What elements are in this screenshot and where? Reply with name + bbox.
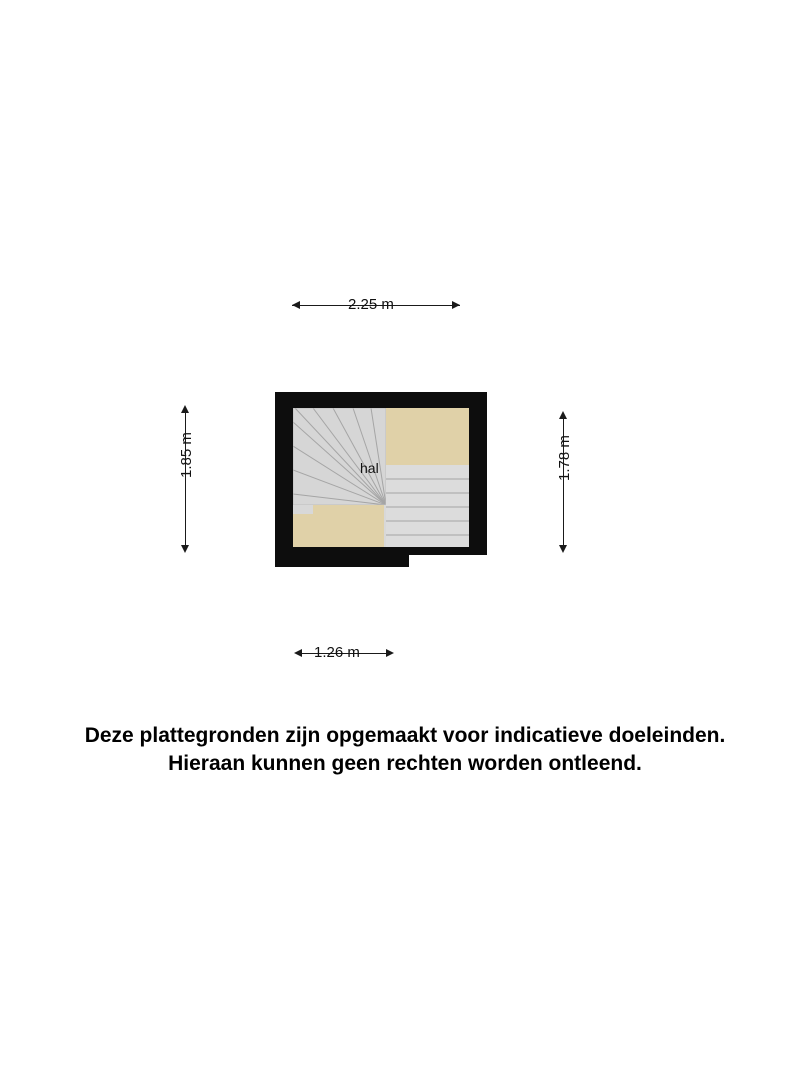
straight-staircase bbox=[386, 465, 469, 547]
dimension-bottom-arrow-right bbox=[386, 649, 394, 657]
dimension-top-arrow-right bbox=[452, 301, 460, 309]
wall-notch-cut bbox=[409, 553, 487, 567]
winder-staircase-svg bbox=[293, 408, 386, 505]
dimension-bottom-label: 1.26 m bbox=[314, 644, 360, 661]
wall-notch-edge bbox=[409, 547, 487, 555]
disclaimer bbox=[0, 722, 810, 778]
dimension-right-label: 1.78 m bbox=[556, 435, 573, 481]
disclaimer-line-1: Deze plattegronden zijn opgemaakt voor indicatieve doeleinden. bbox=[84, 724, 726, 747]
winder-staircase bbox=[293, 408, 386, 505]
floorplan-geometry bbox=[275, 392, 487, 567]
dimension-left-arrow-up bbox=[181, 405, 189, 413]
dimension-bottom-arrow-left bbox=[294, 649, 302, 657]
straight-staircase-svg bbox=[386, 465, 469, 547]
room-label-hal: hal bbox=[360, 460, 379, 476]
dimension-left-arrow-down bbox=[181, 545, 189, 553]
dimension-left-label: 1.85 m bbox=[178, 432, 195, 478]
dimension-top-arrow-left bbox=[292, 301, 300, 309]
dimension-top-label: 2.25 m bbox=[348, 296, 394, 313]
dimension-right-arrow-up bbox=[559, 411, 567, 419]
dimension-right-arrow-down bbox=[559, 545, 567, 553]
room-fill-upper-right bbox=[386, 408, 469, 465]
disclaimer-line-2: Hieraan kunnen geen rechten worden ontleend. bbox=[168, 752, 642, 775]
